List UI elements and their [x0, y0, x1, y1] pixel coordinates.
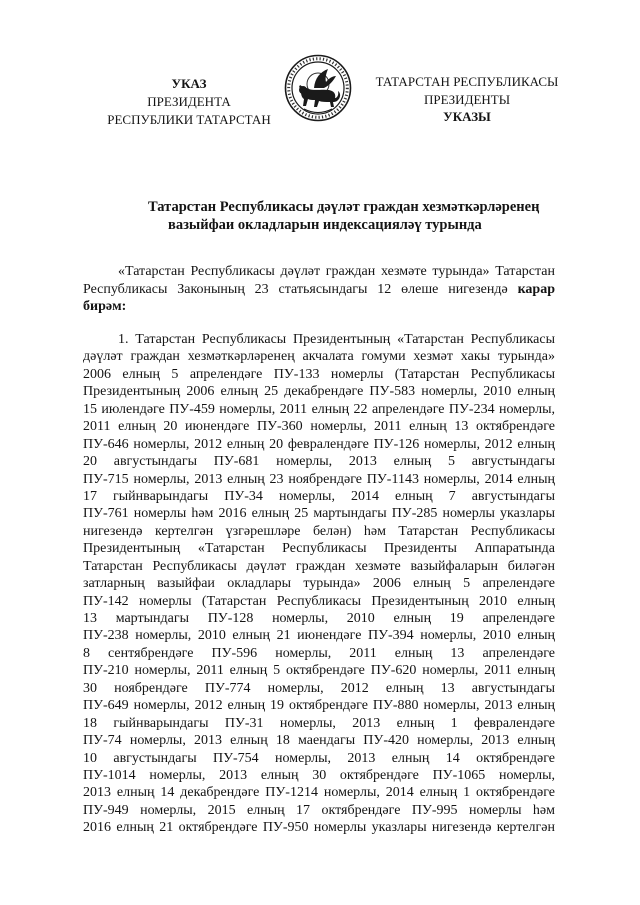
paragraph-line: дәүләт граждан хезмәткәрләренең акчалата гомуми хезмәт хакы турында» [83, 349, 555, 365]
paragraph-line: 20 августындагы ПУ-681 номерлы, 2013 елның 5 августындагы [83, 454, 555, 470]
paragraph-line: нигезендә кертелгән үзгәрешләре белән) һәм Татарстан Республикасы [83, 523, 555, 539]
preamble-line-2-text: Республикасы Законының 23 статьясындагы 12 өлеше нигезендә [83, 281, 508, 297]
paragraph-line: 17 гыйнварындагы ПУ-34 номерлы, 2014 елның 7 августындагы [83, 488, 555, 504]
header-right-block [362, 73, 572, 126]
paragraph-line: ПУ-715 номерлы, 2013 елның 23 ноябрендәге ПУ-1143 номерлы, 2014 елның [83, 471, 555, 487]
paragraph-line: Президентының «Татарстан Республикасы Президенты Аппаратында [83, 541, 555, 557]
paragraph-line: ПУ-74 номерлы, 2013 елның 18 маендагы ПУ-420 номерлы, 2013 елның [83, 733, 555, 749]
paragraph-line: 30 ноябрендәге ПУ-774 номерлы, 2012 елның 13 августындагы [83, 680, 555, 696]
paragraph-line: ПУ-142 номерлы (Татарстан Республикасы Президентының 2010 елның [83, 593, 555, 609]
paragraph-line: Татарстан Республикасы дәүләт граждан хезмәте вазыйфаларын биләгән [83, 558, 555, 574]
paragraph-line: 2006 елның 5 апрелендәге ПУ-133 номерлы (Татарстан Республикасы [83, 366, 555, 382]
paragraph-line: 2011 елның 20 июнендәге ПУ-360 номерлы, 2011 елның 13 октябрендәге [83, 419, 555, 435]
header-left-decree-word: УКАЗ [171, 76, 207, 91]
header-right-president: ПРЕЗИДЕНТЫ [423, 91, 511, 107]
preamble-decision-word: карар [517, 281, 555, 297]
preamble-line-2 [83, 281, 555, 299]
paragraph-line: ПУ-1014 номерлы, 2013 елның 30 октябрендәге ПУ-1065 номерлы, [83, 767, 555, 783]
paragraph-line: 2013 елның 14 декабрендәге ПУ-1214 номерлы, 2014 елның 1 октябрендәге [83, 785, 555, 801]
paragraph-line: 18 гыйнварындагы ПУ-31 номерлы, 2013 елның 1 февралендәге [83, 715, 555, 731]
header-left-republic: РЕСПУБЛИКИ ТАТАРСТАН [107, 112, 271, 127]
header-right-decree-word: УКАЗЫ [443, 109, 491, 124]
paragraph-line: 13 мартындагы ПУ-128 номерлы, 2010 елның 19 апрелендәге [83, 611, 555, 626]
paragraph-line: ПУ-238 номерлы, 2010 елның 21 июнендәге ПУ-394 номерлы, 2010 елның [83, 628, 555, 644]
paragraph-line: затларның вазыйфаи окладлары турында» 2006 елның 5 апрелендәге [83, 576, 555, 592]
paragraph-line: ПУ-649 номерлы, 2012 елның 19 октябрендәге ПУ-880 номерлы, 2013 елның [83, 698, 555, 714]
paragraph-line: 2016 елның 21 октябрендәге ПУ-950 номерлы указлары нигезендә кертелгән [83, 820, 555, 836]
paragraph-line: Президентының 2006 елның 25 декабрендәге ПУ-583 номерлы, 2010 елның [83, 384, 555, 400]
document-title-line-1: Татарстан Республикасы дәүләт граждан хезмәткәрләренең [148, 199, 540, 215]
paragraph-line: ПУ-949 номерлы, 2015 елның 17 октябрендәге ПУ-995 номерлы һәм [83, 802, 555, 818]
paragraph-line: 10 августындагы ПУ-754 номерлы, 2013 елның 14 октябрендәге [83, 750, 555, 766]
paragraph-line: 1. Татарстан Республикасы Президентының «Татарстан Республикасы [118, 332, 555, 347]
preamble-line-3: бирәм: [83, 299, 127, 314]
preamble-line-1: «Татарстан Республикасы дәүләт граждан хезмәте турында» Татарстан [118, 264, 555, 279]
preamble-paragraph [83, 263, 555, 316]
item-1-paragraph [83, 331, 555, 837]
paragraph-line: 15 июлендәге ПУ-459 номерлы, 2011 елның 22 апрелендәге ПУ-234 номерлы, [83, 401, 555, 417]
document-title-line-2: вазыйфаи окладларын индексацияләү турында [168, 217, 482, 233]
header-right-republic: ТАТАРСТАН РЕСПУБЛИКАСЫ [375, 74, 559, 89]
paragraph-line: ПУ-646 номерлы, 2012 елның 20 февралендәге ПУ-126 номерлы, 2012 елның [83, 436, 555, 452]
paragraph-line: 8 сентябрендәге ПУ-596 номерлы, 2011 елның 13 апрелендәге [83, 645, 555, 661]
header-left-president: ПРЕЗИДЕНТА [147, 94, 231, 109]
paragraph-line: ПУ-761 номерлы һәм 2016 елның 25 мартындагы ПУ-285 номерлы указлары [83, 506, 555, 522]
tatarstan-coat-of-arms-icon [284, 54, 352, 122]
header-left-block [88, 75, 290, 129]
paragraph-line: ПУ-210 номерлы, 2011 елның 5 октябрендәге ПУ-620 номерлы, 2011 елның [83, 663, 555, 679]
